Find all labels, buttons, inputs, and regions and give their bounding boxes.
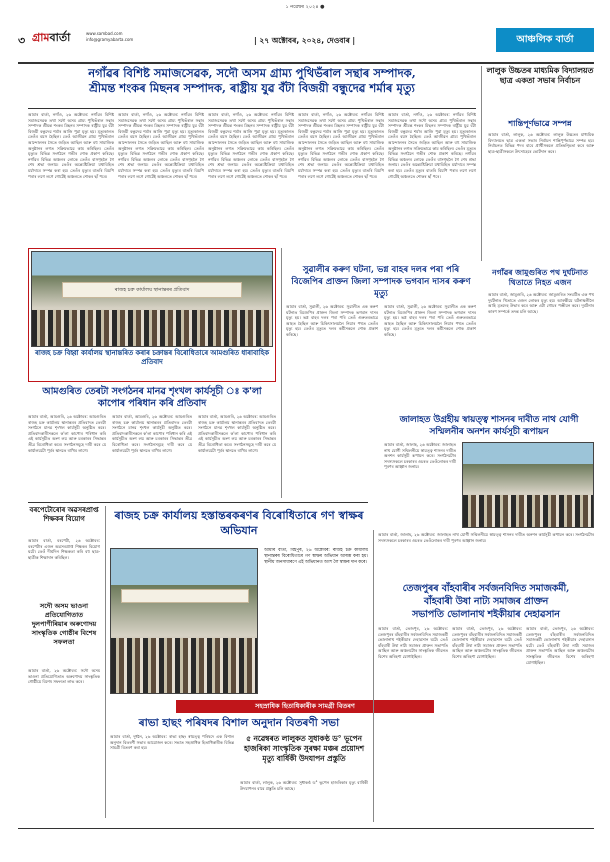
mass-sign-caption: আমাৰ বাৰ্তা, বিহপুৰ, ২৬ অক্টোবৰ: ৰাজহ চক্ৰ কাৰ্যালয় স্থানান্তৰৰ বিৰোধিতাৰে গণ স্বাক্ষৰ অভিযান আৰম্ভ কৰা হয়। স্থানীয় জনসাধাৰণে এই অভিযানত অংশ লৈ স্বাক্ষৰ দান কৰে। bbox=[264, 548, 368, 565]
tezpur-headline-line3: সভাপতি ভোলানাথ শইকীয়াৰ দেহাৱসান bbox=[412, 609, 560, 620]
accident-body-col1: আমাৰ বাৰ্তা, সুৱালী, ২৬ অক্টোবৰ: সুৱালীত এক কৰুণ ঘটনাত বিজেপিৰ প্ৰাক্তন জিলা সম্পাদক ভগবান দাসৰ মৃত্যু হয়। ভগ্ন বাহৰ দলৰ পৰা পৰি তেওঁ গুৰুতৰভাৱে আহত হৈছিল আৰু চিকিৎসালয়লৈ নিয়াৰ পথত তেওঁৰ মৃত্যু হয়। তেওঁৰ মৃত্যুত দলৰ কৰ্মীসকলে শোক প্ৰকাশ কৰিছে। bbox=[286, 304, 378, 337]
grant-body-col1: আমাৰ বাৰ্তা, দুধনৈ, ২৬ অক্টোবৰ: ৰাভা হাছং স্বায়ত্ত্ব পৰিষদে এক বিশাল অনুদান বিতৰণী সভাৰ আয়োজন কৰে। সভাত সহস্ৰাধিক হিতাধিকাৰীক বিভিন্ন সামগ্ৰী বিতৰণ কৰা হয়। bbox=[110, 734, 234, 751]
red-band: সহস্ৰাধিক হিতাধিকাৰীক সামগ্ৰী বিতৰণ bbox=[176, 700, 434, 713]
dateline: | ২৭ অক্টোবৰ, ২০২৪, দেওবাৰ | bbox=[254, 36, 356, 45]
bhaona-headline: সদৌ অসম ভাওনা প্ৰতিযোগিতাত দুলপাণীৰিয়াৰ অৰুণোদয় সাংস্কৃতিক গোষ্ঠীৰ বিশেষ সফলতা bbox=[31, 602, 97, 646]
jamuguri-headline: নগাঁৱৰ জামুগুৰিত পথ দুৰ্ঘটনাত থিতাতে নিহত এজন bbox=[492, 268, 588, 287]
lead-body-col4: আমাৰ বাৰ্তা, নগাঁও, ২৬ অক্টোবৰ: নগাঁৱৰ বিশিষ্ট সমাজসেৱক তথা সদৌ অসম গ্ৰাম্য পুথিভঁৰাল সন্থাৰ সম্পাদক শ্ৰীমন্ত শংকৰ মিছনৰ সম্পাদক ৰাষ্ট্ৰীয় যুৱ বঁটা বিজয়ী বন্ধুদেৱ শৰ্মাৰ আজি পুৱা মৃত্যু হয়। মৃত্যুকালত তেওঁৰ বয়স হৈছিল। তেওঁ আজীৱন গ্ৰাম্য পুথিভঁৰাল আন্দোলনৰ সৈতে জড়িত আছিল আৰু বহু সামাজিক অনুষ্ঠানৰ লগত সক্ৰিয়ভাৱে কাম কৰিছিল। তেওঁৰ মৃত্যুত বিভিন্ন সংগঠনে গভীৰ শোক প্ৰকাশ কৰিছে। নগাঁৱৰ বিভিন্ন অঞ্চলৰ লোকে তেওঁৰ বাসগৃহলৈ গৈ শেষ শ্ৰদ্ধা জনায়। তেওঁৰ অন্ত্যেষ্টিক্ৰিয়া যথাবিহিত মৰ্যাদাৰে সম্পন্ন কৰা হয়। তেওঁৰ মৃত্যুৰ বাতৰি বিয়পি পৰাৰ লগে লগে গোটেই অঞ্চলতে শোকৰ ছাঁ পৰে। bbox=[298, 112, 384, 179]
lead-headline bbox=[28, 66, 476, 96]
grant-headline: ৰাভা হাছং পৰিষদৰ বিশাল অনুদান বিতৰণী সভা bbox=[138, 717, 340, 729]
tezpur-body-col1: আমাৰ বাৰ্তা, তেজপুৰ, ২৬ অক্টোবৰ: তেজপুৰৰ বাঁহবাৰীৰ সৰ্বজনবিদিত সমাজকৰ্মী ভোলানাথ শইকীয়াৰ দেহাৱসান ঘটে। তেওঁ বাঁহবাৰী উষা নাট্য সমাজৰ প্ৰাক্তন সভাপতি আছিল আৰু অঞ্চলটোৰ সাংস্কৃতিক জীৱনত বিশেষ অৰিহণা যোগাইছিল। bbox=[378, 626, 448, 659]
amguri-body-col2: আমাৰ বাৰ্তা, আমগুৰি, ২৬ অক্টোবৰ: আমগুৰিত ৰাজহ চক্ৰ কাৰ্যালয় স্থানান্তৰৰ প্ৰতিবাদত তেৰটা সংগঠনে মানৱ শৃংখল কাৰ্যসূচী অনুষ্ঠিত কৰে। প্ৰতিবাদকাৰীসকলে ক'লা কাপোৰ পৰিধান কৰি এই কাৰ্যসূচীত অংশ লয় আৰু চৰকাৰৰ সিদ্ধান্তৰ তীব্ৰ বিৰোধিতা কৰে। সংগঠনসমূহে দাবী কৰে যে কাৰ্যালয়টো পূৰ্বৰ স্থানতে ৰাখিব লাগে। bbox=[112, 414, 192, 453]
mid-divider bbox=[281, 248, 282, 498]
email: info@gramyabarta.com bbox=[86, 37, 134, 42]
website: www.sambad.com bbox=[86, 31, 123, 36]
top-strip: ১ নৱেম্বৰ ২০২৪ ● bbox=[285, 4, 325, 10]
right-divider bbox=[373, 530, 374, 822]
lead-body-col2: আমাৰ বাৰ্তা, নগাঁও, ২৬ অক্টোবৰ: নগাঁৱৰ বিশিষ্ট সমাজসেৱক তথা সদৌ অসম গ্ৰাম্য পুথিভঁৰাল সন্থাৰ সম্পাদক শ্ৰীমন্ত শংকৰ মিছনৰ সম্পাদক ৰাষ্ট্ৰীয় যুৱ বঁটা বিজয়ী বন্ধুদেৱ শৰ্মাৰ আজি পুৱা মৃত্যু হয়। মৃত্যুকালত তেওঁৰ বয়স হৈছিল। তেওঁ আজীৱন গ্ৰাম্য পুথিভঁৰাল আন্দোলনৰ সৈতে জড়িত আছিল আৰু বহু সামাজিক অনুষ্ঠানৰ লগত সক্ৰিয়ভাৱে কাম কৰিছিল। তেওঁৰ মৃত্যুত বিভিন্ন সংগঠনে গভীৰ শোক প্ৰকাশ কৰিছে। নগাঁৱৰ বিভিন্ন অঞ্চলৰ লোকে তেওঁৰ বাসগৃহলৈ গৈ শেষ শ্ৰদ্ধা জনায়। তেওঁৰ অন্ত্যেষ্টিক্ৰিয়া যথাবিহিত মৰ্যাদাৰে সম্পন্ন কৰা হয়। তেওঁৰ মৃত্যুৰ বাতৰি বিয়পি পৰাৰ লগে লগে গোটেই অঞ্চলতে শোকৰ ছাঁ পৰে। bbox=[118, 112, 204, 179]
mass-sign-banner bbox=[121, 589, 249, 603]
page-number: ৩ bbox=[18, 34, 26, 47]
lead-headline-line1: নগাঁৱৰ বিশিষ্ট সমাজসেৱক, সদৌ অসম গ্ৰাম্য পুথিভঁৰাল সন্থাৰ সম্পাদক, bbox=[88, 66, 416, 80]
lalukh-headline: ৫ নৱেম্বৰত লালুকত সুধাকণ্ঠ ড° ভূপেন হাজৰিকা সাংস্কৃতিক সুৰক্ষা মঞ্চৰ প্ৰয়োদশ মৃত্যু বাৰ্ষিকী উদযাপন প্ৰস্তুতি bbox=[243, 734, 365, 763]
section-rule-left bbox=[28, 502, 368, 503]
photo-crowd bbox=[32, 310, 272, 346]
newspaper-logo bbox=[32, 28, 84, 48]
lead-rule bbox=[28, 108, 476, 109]
side-divider bbox=[481, 66, 482, 261]
mass-sign-crowd bbox=[111, 638, 257, 693]
lead-headline-line2: শ্ৰীমন্ত শংকৰ মিছনৰ সম্পাদক, ৰাষ্ট্ৰীয় যুৱ বঁটা বিজয়ী বন্ধুদেৱ শৰ্মাৰ মৃত্যু bbox=[89, 81, 415, 95]
lead-body-col5: আমাৰ বাৰ্তা, নগাঁও, ২৬ অক্টোবৰ: নগাঁৱৰ বিশিষ্ট সমাজসেৱক তথা সদৌ অসম গ্ৰাম্য পুথিভঁৰাল সন্থাৰ সম্পাদক শ্ৰীমন্ত শংকৰ মিছনৰ সম্পাদক ৰাষ্ট্ৰীয় যুৱ বঁটা বিজয়ী বন্ধুদেৱ শৰ্মাৰ আজি পুৱা মৃত্যু হয়। মৃত্যুকালত তেওঁৰ বয়স হৈছিল। তেওঁ আজীৱন গ্ৰাম্য পুথিভঁৰাল আন্দোলনৰ সৈতে জড়িত আছিল আৰু বহু সামাজিক অনুষ্ঠানৰ লগত সক্ৰিয়ভাৱে কাম কৰিছিল। তেওঁৰ মৃত্যুত বিভিন্ন সংগঠনে গভীৰ শোক প্ৰকাশ কৰিছে। নগাঁৱৰ বিভিন্ন অঞ্চলৰ লোকে তেওঁৰ বাসগৃহলৈ গৈ শেষ শ্ৰদ্ধা জনায়। তেওঁৰ অন্ত্যেষ্টিক্ৰিয়া যথাবিহিত মৰ্যাদাৰে সম্পন্ন কৰা হয়। তেওঁৰ মৃত্যুৰ বাতৰি বিয়পি পৰাৰ লগে লগে গোটেই অঞ্চলতে শোকৰ ছাঁ পৰে। bbox=[388, 112, 476, 179]
photo-block-1 bbox=[28, 248, 276, 382]
jalah-headline: জালাহত উগ্ৰহীয় স্বায়ত্ত্ব শাসনৰ দাবীত নাথ যোগী সম্মিলনীৰ অনশন কাৰ্যসূচী ৰূপায়ন bbox=[399, 415, 579, 437]
tezpur-headline bbox=[378, 582, 594, 621]
masthead bbox=[18, 14, 594, 62]
side-brief-body: আমাৰ বাৰ্তা, লালুক, ২৬ অক্টোবৰ: লালুক উচ্চতৰ মাধ্যমিক বিদ্যালয়ত ছাত্ৰ একতা সভাৰ নিৰ্বাচন শান্তিপূৰ্ণভাৱে সম্পন্ন হয়। নিৰ্বাচনত বিভিন্ন পদৰ বাবে প্ৰাৰ্থীসকলে প্ৰতিদ্বন্দ্বিতা কৰে আৰু ছাত্ৰ-ছাত্ৰীসকলে উৎসাহেৰে ভোটদান কৰে। bbox=[488, 132, 594, 154]
jamuguri-body: আমাৰ বাৰ্তা, জামুগুৰি, ২৬ অক্টোবৰ: জামুগুৰিত সংঘটিত এক পথ দুৰ্ঘটনাত থিতাতে এজন লোকৰ মৃত্যু হয়। আৰক্ষীয়ে ঘটনাস্থলীলৈ আহি মৃতদেহ উদ্ধাৰ কৰে আৰু এটা গোচৰ পঞ্জীয়ন কৰে। দুৰ্ঘটনাৰ কাৰণ সম্পৰ্কে তদন্ত চলি আছে। bbox=[488, 292, 594, 314]
lead-body-col3: আমাৰ বাৰ্তা, নগাঁও, ২৬ অক্টোবৰ: নগাঁৱৰ বিশিষ্ট সমাজসেৱক তথা সদৌ অসম গ্ৰাম্য পুথিভঁৰাল সন্থাৰ সম্পাদক শ্ৰীমন্ত শংকৰ মিছনৰ সম্পাদক ৰাষ্ট্ৰীয় যুৱ বঁটা বিজয়ী বন্ধুদেৱ শৰ্মাৰ আজি পুৱা মৃত্যু হয়। মৃত্যুকালত তেওঁৰ বয়স হৈছিল। তেওঁ আজীৱন গ্ৰাম্য পুথিভঁৰাল আন্দোলনৰ সৈতে জড়িত আছিল আৰু বহু সামাজিক অনুষ্ঠানৰ লগত সক্ৰিয়ভাৱে কাম কৰিছিল। তেওঁৰ মৃত্যুত বিভিন্ন সংগঠনে গভীৰ শোক প্ৰকাশ কৰিছে। নগাঁৱৰ বিভিন্ন অঞ্চলৰ লোকে তেওঁৰ বাসগৃহলৈ গৈ শেষ শ্ৰদ্ধা জনায়। তেওঁৰ অন্ত্যেষ্টিক্ৰিয়া যথাবিহিত মৰ্যাদাৰে সম্পন্ন কৰা হয়। তেওঁৰ মৃত্যুৰ বাতৰি বিয়পি পৰাৰ লগে লগে গোটেই অঞ্চলতে শোকৰ ছাঁ পৰে। bbox=[208, 112, 294, 179]
left-divider bbox=[105, 506, 106, 818]
tezpur-body-col2: আমাৰ বাৰ্তা, তেজপুৰ, ২৬ অক্টোবৰ: তেজপুৰৰ বাঁহবাৰীৰ সৰ্বজনবিদিত সমাজকৰ্মী ভোলানাথ শইকীয়াৰ দেহাৱসান ঘটে। তেওঁ বাঁহবাৰী উষা নাট্য সমাজৰ প্ৰাক্তন সভাপতি আছিল আৰু অঞ্চলটোৰ সাংস্কৃতিক জীৱনত বিশেষ অৰিহণা যোগাইছিল। bbox=[452, 626, 522, 659]
tezpur-headline-line1: তেজপুৰৰ বাঁহবাৰীৰ সৰ্বজনবিদিত সমাজকৰ্মী, bbox=[402, 583, 570, 594]
amguri-body-col1: আমাৰ বাৰ্তা, আমগুৰি, ২৬ অক্টোবৰ: আমগুৰিত ৰাজহ চক্ৰ কাৰ্যালয় স্থানান্তৰৰ প্ৰতিবাদত তেৰটা সংগঠনে মানৱ শৃংখল কাৰ্যসূচী অনুষ্ঠিত কৰে। প্ৰতিবাদকাৰীসকলে ক'লা কাপোৰ পৰিধান কৰি এই কাৰ্যসূচীত অংশ লয় আৰু চৰকাৰৰ সিদ্ধান্তৰ তীব্ৰ বিৰোধিতা কৰে। সংগঠনসমূহে দাবী কৰে যে কাৰ্যালয়টো পূৰ্বৰ স্থানতে ৰাখিব লাগে। bbox=[28, 414, 106, 453]
section-tag: আঞ্চলিক বাৰ্তা bbox=[496, 28, 594, 52]
photo-banner: ৰাজহ চক্ৰ কাৰ্যালয় স্থানান্তৰৰ প্ৰতিবাদ bbox=[62, 282, 242, 298]
baksa-body: আমাৰ বাৰ্তা, বৰপেটা, ২৬ অক্টোবৰ: বৰপেটাৰ এজন অৱসৰপ্ৰাপ্ত শিক্ষকৰ বিয়োগ ঘটে। তেওঁ দীৰ্ঘদিন শিক্ষকতা কৰি বহু ছাত্ৰ-ছাত্ৰীক শিক্ষাদান কৰিছিল। bbox=[28, 538, 100, 560]
side-brief-subhead: শান্তিপূৰ্ণভাৱে সম্পন্ন bbox=[508, 118, 572, 128]
amguri-body-col3: আমাৰ বাৰ্তা, আমগুৰি, ২৬ অক্টোবৰ: আমগুৰিত ৰাজহ চক্ৰ কাৰ্যালয় স্থানান্তৰৰ প্ৰতিবাদত তেৰটা সংগঠনে মানৱ শৃংখল কাৰ্যসূচী অনুষ্ঠিত কৰে। প্ৰতিবাদকাৰীসকলে ক'লা কাপোৰ পৰিধান কৰি এই কাৰ্যসূচীত অংশ লয় আৰু চৰকাৰৰ সিদ্ধান্তৰ তীব্ৰ বিৰোধিতা কৰে। সংগঠনসমূহে দাবী কৰে যে কাৰ্যালয়টো পূৰ্বৰ স্থানতে ৰাখিব লাগে। bbox=[198, 414, 276, 453]
masthead-rule bbox=[18, 62, 594, 64]
amguri-headline: আমগুৰিত তেৰটা সংগঠনৰ মানৱ শৃংখল কাৰ্যসূচী ঃ ক'লা কাপোৰ পৰিধান কৰি প্ৰতিবাদ bbox=[42, 386, 262, 409]
jalah-body: আমাৰ বাৰ্তা, জালাহ, ২৬ অক্টোবৰ: জালাহত নাথ যোগী সম্মিলনীয়ে স্বায়ত্ত্ব শাসনৰ দাবীত অনশন কাৰ্যসূচী ৰূপায়ন কৰে। সংগঠনটোৰ সদস্যসকলে চৰকাৰৰ ওচৰত তেওঁলোকৰ দাবী পূৰণৰ আহ্বান জনায়। bbox=[384, 442, 456, 470]
bhaona-body: আমাৰ বাৰ্তা, ২৬ অক্টোবৰ: সদৌ অসম ভাওনা প্ৰতিযোগিতাত অৰুণোদয় সাংস্কৃতিক গোষ্ঠীয়ে বিশেষ সফলতা লাভ কৰে। bbox=[28, 668, 100, 685]
side-brief-headline: লালুক উচ্চতৰ মাধ্যমিক বিদ্যালয়ত ছাত্ৰ একতা সভাৰ নিৰ্বাচন bbox=[486, 66, 594, 85]
mass-sign-headline: ৰাজহ চক্ৰ কাৰ্যালয় হস্তান্তৰকৰণৰ বিৰোধিতাৰে গণ স্বাক্ষৰ অভিযান bbox=[114, 509, 364, 537]
jalah-continued: আমাৰ বাৰ্তা, জালাহ, ২৬ অক্টোবৰ: জালাহত নাথ যোগী সম্মিলনীয়ে স্বায়ত্ত্ব শাসনৰ দাবীত অনশন কাৰ্যসূচী ৰূপায়ন কৰে। সংগঠনটোৰ সদস্যসকলে চৰকাৰৰ ওচৰত তেওঁলোকৰ দাবী পূৰণৰ আহ্বান জনায়। bbox=[378, 532, 594, 543]
accident-headline: সুৱালীৰ কৰুণ ঘটনা, ভগ্ন বাহৰ দলৰ পৰা পৰি বিজেপিৰ প্ৰাক্তন জিলা সম্পাদক ভগবান দাসৰ কৰুণ মৃত্যু bbox=[291, 265, 471, 299]
tezpur-headline-line2: বাঁহবাৰী উষা নাট্য সমাজৰ প্ৰাক্তন bbox=[423, 596, 549, 607]
accident-body-col2: আমাৰ বাৰ্তা, সুৱালী, ২৬ অক্টোবৰ: সুৱালীত এক কৰুণ ঘটনাত বিজেপিৰ প্ৰাক্তন জিলা সম্পাদক ভগবান দাসৰ মৃত্যু হয়। ভগ্ন বাহৰ দলৰ পৰা পৰি তেওঁ গুৰুতৰভাৱে আহত হৈছিল আৰু চিকিৎসালয়লৈ নিয়াৰ পথত তেওঁৰ মৃত্যু হয়। তেওঁৰ মৃত্যুত দলৰ কৰ্মীসকলে শোক প্ৰকাশ কৰিছে। bbox=[384, 304, 476, 337]
mass-sign-photo bbox=[110, 548, 258, 694]
baksa-headline: বৰপেটোৰোৰ অৱসৰপ্ৰাপ্ত শিক্ষকৰ বিয়োগ bbox=[29, 506, 99, 523]
lalukh-body: আমাৰ বাৰ্তা, লালুক, ২৬ অক্টোবৰ: সুধাকণ্ঠ ড° ভূপেন হাজৰিকাৰ মৃত্যু বাৰ্ষিকী উদযাপনৰ বাবে প্ৰস্তুতি চলি আছে। bbox=[240, 780, 368, 791]
web-contact bbox=[86, 31, 133, 43]
jalah-photo-crowd bbox=[463, 495, 593, 527]
protest-photo bbox=[31, 251, 273, 347]
footer-rule bbox=[18, 828, 594, 829]
tezpur-body-col3: আমাৰ বাৰ্তা, তেজপুৰ, ২৬ অক্টোবৰ: তেজপুৰৰ বাঁহবাৰীৰ সৰ্বজনবিদিত সমাজকৰ্মী ভোলানাথ শইকীয়াৰ দেহাৱসান ঘটে। তেওঁ বাঁহবাৰী উষা নাট্য সমাজৰ প্ৰাক্তন সভাপতি আছিল আৰু অঞ্চলটোৰ সাংস্কৃতিক জীৱনত বিশেষ অৰিহণা যোগাইছিল। bbox=[526, 626, 594, 665]
lead-body-col1: আমাৰ বাৰ্তা, নগাঁও, ২৬ অক্টোবৰ: নগাঁৱৰ বিশিষ্ট সমাজসেৱক তথা সদৌ অসম গ্ৰাম্য পুথিভঁৰাল সন্থাৰ সম্পাদক শ্ৰীমন্ত শংকৰ মিছনৰ সম্পাদক ৰাষ্ট্ৰীয় যুৱ বঁটা বিজয়ী বন্ধুদেৱ শৰ্মাৰ আজি পুৱা মৃত্যু হয়। মৃত্যুকালত তেওঁৰ বয়স হৈছিল। তেওঁ আজীৱন গ্ৰাম্য পুথিভঁৰাল আন্দোলনৰ সৈতে জড়িত আছিল আৰু বহু সামাজিক অনুষ্ঠানৰ লগত সক্ৰিয়ভাৱে কাম কৰিছিল। তেওঁৰ মৃত্যুত বিভিন্ন সংগঠনে গভীৰ শোক প্ৰকাশ কৰিছে। নগাঁৱৰ বিভিন্ন অঞ্চলৰ লোকে তেওঁৰ বাসগৃহলৈ গৈ শেষ শ্ৰদ্ধা জনায়। তেওঁৰ অন্ত্যেষ্টিক্ৰিয়া যথাবিহিত মৰ্যাদাৰে সম্পন্ন কৰা হয়। তেওঁৰ মৃত্যুৰ বাতৰি বিয়পি পৰাৰ লগে লগে গোটেই অঞ্চলতে শোকৰ ছাঁ পৰে। bbox=[28, 112, 114, 179]
jalah-photo bbox=[462, 442, 594, 528]
logo-suffix: বাৰ্তা bbox=[49, 31, 71, 44]
logo-prefix: গ্ৰাম bbox=[32, 31, 50, 44]
photo-caption-1: ৰাজহ চক্ৰ বিহ্বা কাৰ্যালয় স্থানান্তৰিত কৰাৰ চক্ৰান্তৰ বিৰোধিতাৰে আমগুৰিত ধাৰাবাহিক প্ৰতিবাদ bbox=[35, 349, 269, 366]
